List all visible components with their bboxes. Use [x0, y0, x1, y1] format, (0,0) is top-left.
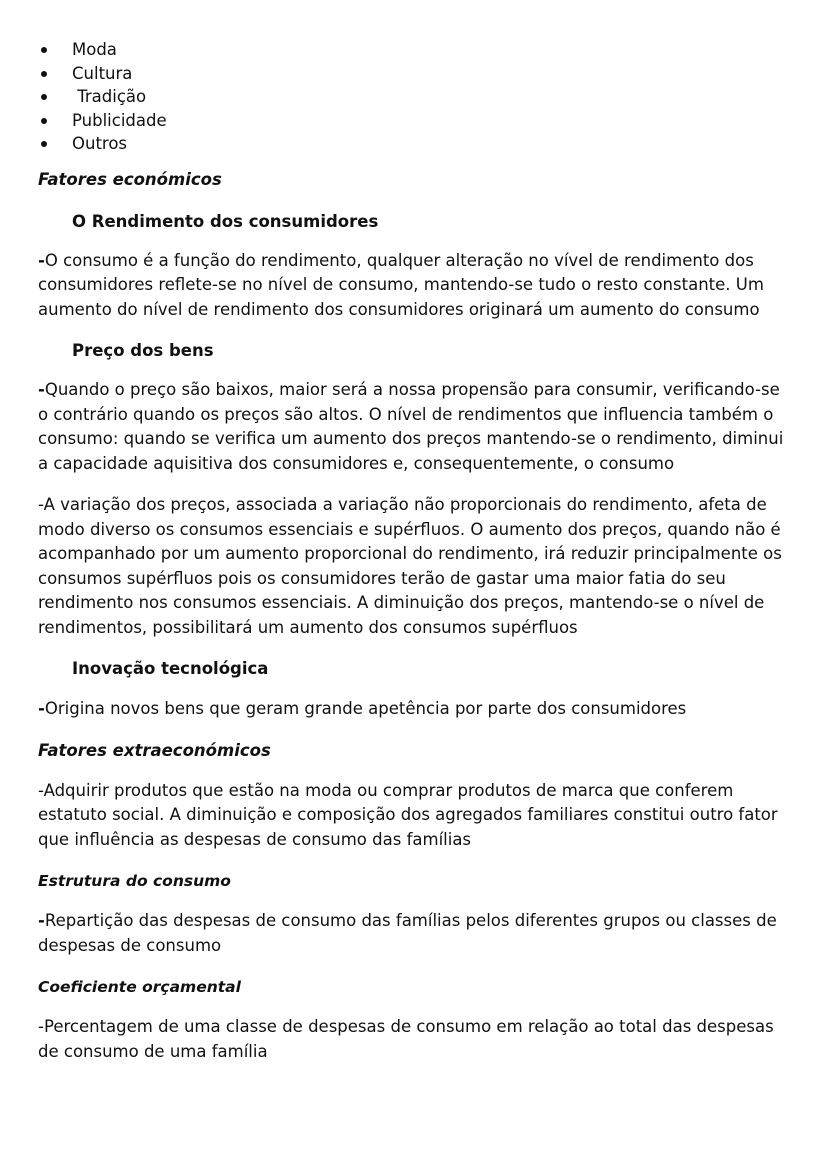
bullet-item-publicidade: Publicidade: [38, 109, 790, 133]
paragraph-preco: [38, 378, 790, 476]
dash-inovacao: -: [38, 699, 45, 718]
bullet-item-moda: Moda: [38, 38, 790, 62]
paragraph-inovacao: [38, 697, 790, 722]
paragraph-variacao-precos: -A variação dos preços, associada a variação não proporcionais do rendimento, afeta de modo diverso os consumos essenciais e supérfluos. O aumento dos preços, quando não é acompanhado por um aumento proporcional do rendimento, irá reduzir principalmente os consumos supérfluos pois os consumidores terão de gastar uma maior fatia do seu rendimento nos consumos essenciais. A diminuição dos preços, mantendo-se o nível de rendimentos, possibilitará um aumento dos consumos supérfluos: [38, 495, 782, 637]
factors-bullet-list: [38, 38, 790, 156]
bullet-item-tradicao: Tradição: [38, 85, 790, 109]
heading-coeficiente-orcamental: Coeficiente orçamental: [38, 978, 241, 996]
subheading-preco-dos-bens: Preço dos bens: [72, 341, 214, 360]
text-inovacao: Origina novos bens que geram grande apetência por parte dos consumidores: [44, 699, 687, 718]
subheading-inovacao-tecnologica: Inovação tecnológica: [72, 659, 269, 678]
subheading-rendimento: O Rendimento dos consumidores: [72, 211, 379, 231]
text-estrutura: Repartição das despesas de consumo das famílias pelos diferentes grupos ou classes de despesas de consumo: [38, 911, 777, 955]
paragraph-extraeconomicos: -Adquirir produtos que estão na moda ou comprar produtos de marca que conferem estatuto social. A diminuição e composição dos agregados familiares constitui outro fator que influência as despesas de consumo das famílias: [38, 780, 778, 849]
heading-fatores-extraeconomicos: Fatores extraeconómicos: [38, 740, 271, 760]
paragraph-estrutura: [38, 909, 790, 958]
dash-estrutura: -: [38, 911, 45, 930]
heading-estrutura-do-consumo: Estrutura do consumo: [38, 872, 231, 890]
document-page: [38, 38, 790, 1064]
text-rendimento: O consumo é a função do rendimento, qualquer alteração no vível de rendimento dos consumidores reflete-se no nível de consumo, mantendo-se tudo o resto constante. Um aumento do nível de rendimento dos consumidores originará um aumento do consumo: [38, 250, 764, 319]
dash-preco: -: [38, 380, 45, 399]
paragraph-rendimento: [38, 249, 790, 323]
dash-rendimento: -: [38, 250, 45, 270]
heading-fatores-economicos: Fatores económicos: [38, 169, 222, 189]
bullet-item-outros: Outros: [38, 132, 790, 156]
bullet-item-cultura: Cultura: [38, 62, 790, 86]
paragraph-coeficiente: -Percentagem de uma classe de despesas de consumo em relação ao total das despesas de consumo de uma família: [38, 1017, 774, 1061]
text-preco: Quando o preço são baixos, maior será a nossa propensão para consumir, verificando-se o contrário quando os preços são altos. O nível de rendimentos que influencia também o consumo: quando se verifica um aumento dos preços mantendo-se o rendimento, diminui a capacidade aquisitiva dos consumidores e, consequentemente, o consumo: [38, 380, 784, 473]
